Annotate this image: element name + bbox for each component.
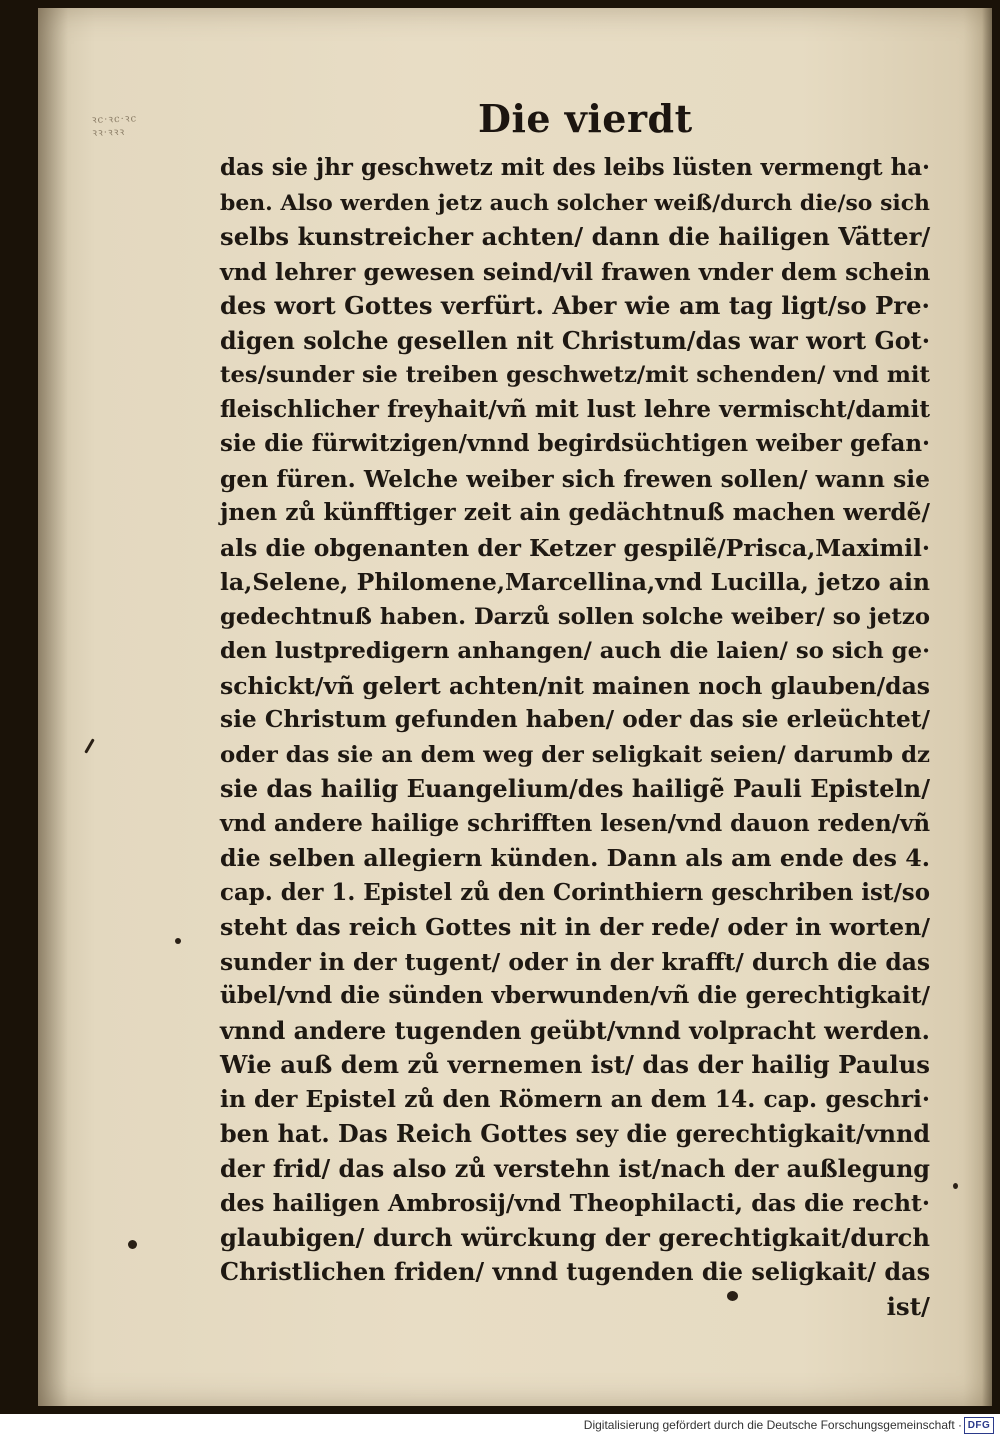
funding-credit: Digitalisierung gefördert durch die Deutsche Forschungsgemeinschaft ·	[583, 1418, 962, 1432]
text-line: sunder in der tugent/ oder in der krafft/ durch die das	[220, 947, 931, 976]
text-line: steht das reich Gottes nit in der rede/ oder in worten/	[220, 913, 930, 941]
text-line: Wie auß dem zů vernemen ist/ das der hailig Paulus	[220, 1050, 930, 1079]
text-line: ist/	[886, 1291, 930, 1321]
text-line: fleischlicher freyhait/vñ mit lust lehre vermischt/damit	[220, 395, 930, 423]
text-line: ben. Also werden jetz auch solcher weiß/durch die/so sich	[220, 189, 930, 216]
body-text	[220, 151, 930, 1324]
text-line: digen solche gesellen nit Christum/das war wort Got·	[220, 326, 930, 355]
text-line: glaubigen/ durch würckung der gerechtigkait/durch	[220, 1222, 930, 1252]
text-line: gen füren. Welche weiber sich frewen sollen/ wann sie	[220, 464, 930, 493]
text-line: sie die fürwitzigen/vnnd begirdsüchtigen weiber gefan·	[220, 430, 930, 457]
text-line: übel/vnd die sünden vberwunden/vñ die gerechtigkait/	[220, 982, 930, 1009]
text-line: schickt/vñ gelert achten/nit mainen noch glauben/das	[220, 671, 930, 700]
text-line: des wort Gottes verfürt. Aber wie am tag ligt/so Pre·	[220, 291, 930, 320]
ink-spot	[175, 938, 181, 944]
text-line: ben hat. Das Reich Gottes sey die gerechtigkait/vnnd	[220, 1120, 930, 1148]
text-line: vnd andere hailige schrifften lesen/vnd dauon reden/vñ	[220, 809, 930, 837]
text-line: oder das sie an dem weg der seligkait seien/ darumb dz	[220, 741, 930, 768]
text-line: sie Christum gefunden haben/ oder das sie erleüchtet/	[220, 706, 930, 733]
dfg-logo: DFG	[964, 1417, 994, 1434]
text-line: cap. der 1. Epistel zů den Corinthiern geschriben ist/so	[220, 878, 930, 906]
ink-spot	[953, 1183, 958, 1189]
text-line: in der Epistel zů den Römern an dem 14. cap. geschri·	[220, 1085, 930, 1113]
footer-bar	[0, 1414, 1000, 1437]
text-line: des hailigen Ambrosij/vnd Theophilacti, das die recht·	[220, 1189, 930, 1217]
ink-spot	[727, 1291, 738, 1301]
page-edge	[982, 8, 992, 1406]
ink-spot	[128, 1240, 137, 1249]
text-line: als die obgenanten der Ketzer gespilẽ/Prisca,Maximil·	[220, 533, 931, 562]
text-line: la,Selene, Philomene,Marcellina,vnd Lucilla, jetzo ain	[220, 568, 930, 596]
running-head: Die vierdt	[478, 96, 693, 141]
text-line: gedechtnuß haben. Darzů sollen solche weiber/ so jetzo	[220, 603, 930, 630]
text-line: vnd lehrer gewesen seind/vil frawen vnder dem schein	[220, 257, 931, 286]
text-line: tes/sunder sie treiben geschwetz/mit schenden/ vnd mit	[220, 362, 930, 388]
text-line: der frid/ das also zů verstehn ist/nach der außlegung	[220, 1154, 930, 1183]
text-line: sie das hailig Euangelium/des hailigẽ Pauli Episteln/	[220, 774, 930, 803]
text-line: die selben allegiern künden. Dann als am ende des 4.	[220, 844, 930, 872]
gutter-shadow	[38, 8, 68, 1406]
margin-note-line: ꝛꝛ·ꝛꝛꝛ	[92, 126, 126, 139]
text-line: das sie jhr geschwetz mit des leibs lüsten vermengt ha·	[220, 155, 930, 181]
text-line: Christlichen friden/ vnnd tugenden die seligkait/ das	[220, 1258, 931, 1286]
text-line: jnen zů künfftiger zeit ain gedächtnuß machen werdẽ/	[220, 499, 930, 526]
text-line: vnnd andere tugenden geübt/vnnd volpracht werden.	[220, 1016, 930, 1045]
text-line: selbs kunstreicher achten/ dann die hailigen Vätter/	[220, 222, 931, 251]
margin-note-line: ꝛc·ꝛc·ꝛc	[91, 113, 138, 126]
margin-annotation	[92, 110, 203, 140]
text-line: den lustpredigern anhangen/ auch die laien/ so sich ge·	[220, 638, 930, 664]
